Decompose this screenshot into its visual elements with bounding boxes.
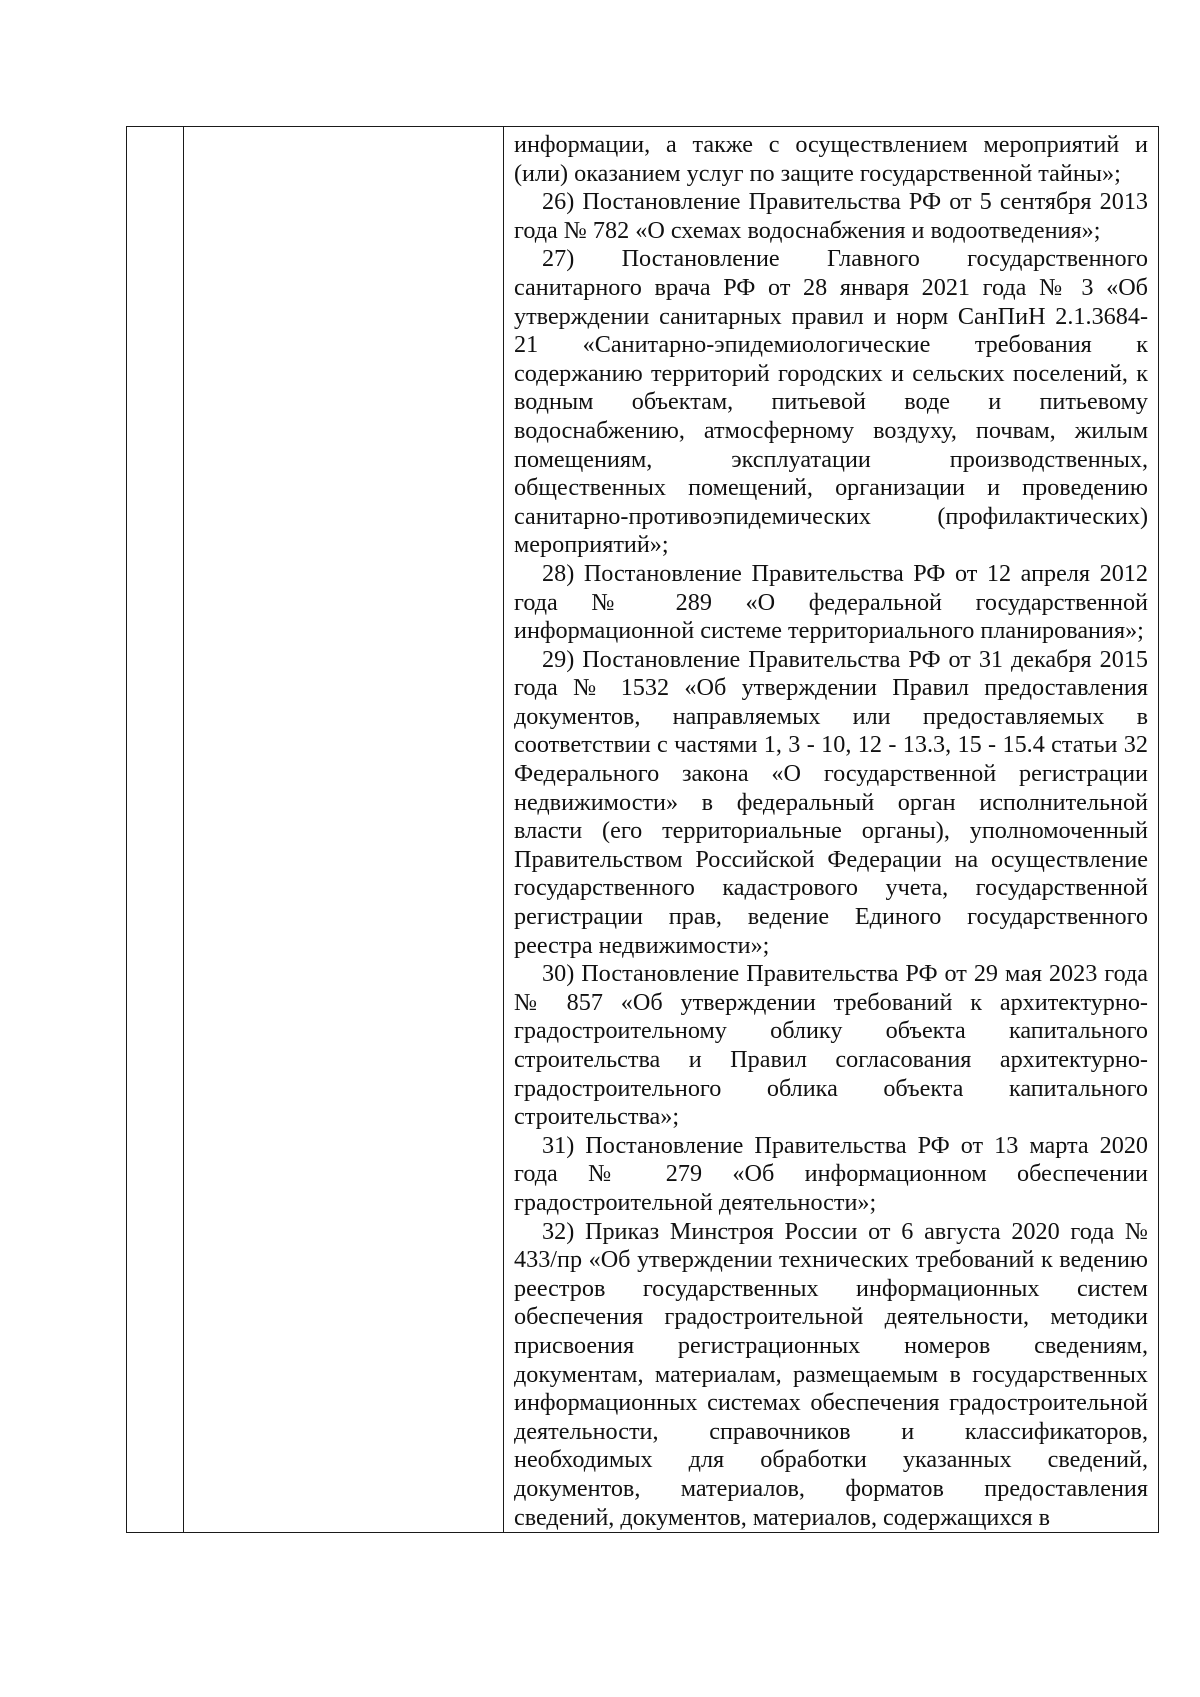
- item-text: Постановление Правительства РФ от 31 декабря 2015 года № 1532 «Об утверждении Правил предоставления документов, направляемых или предоставляемых в соответствии с частями 1, 3 - 10, 12 - 13.3, 15 - 15.4 статьи 32 Федерального закона «О государственной регистрации недвижимости» в федеральный орган исполнительной власти (его территориальные органы), уполномоченный Правительством Российской Федерации на осуществление государственного кадастрового учета, государственной регистрации прав, ведение Единого государственного реестра недвижимости»;: [514, 645, 1149, 959]
- item-number: 32): [542, 1217, 575, 1245]
- item-number: 28): [542, 559, 575, 587]
- list-item: [514, 646, 1148, 961]
- list-item: [514, 960, 1148, 1132]
- item-number: 31): [542, 1131, 575, 1159]
- item-text: Постановление Главного государственного санитарного врача РФ от 28 января 2021 года № 3 «Об утверждении санитарных правил и норм СанПиН 2.1.3684-21 «Санитарно-эпидемиологические требования к содержанию территорий городских и сельских поселений, к водным объектам, питьевой воде и питьевому водоснабжению, атмосферному воздуху, почвам, жилым помещениям, эксплуатации производственных, общественных помещений, организации и проведению санитарно-противоэпидемических (профилактических) мероприятий»;: [514, 245, 1148, 559]
- list-item: [514, 1218, 1148, 1533]
- list-item: [514, 1132, 1148, 1218]
- list-item: [514, 560, 1148, 646]
- item-text: Постановление Правительства РФ от 5 сентября 2013 года № 782 «О схемах водоснабжения и водоотведения»;: [514, 188, 1149, 244]
- list-item: [514, 188, 1148, 245]
- item-text: Постановление Правительства РФ от 29 мая 2023 года № 857 «Об утверждении требований к архитектурно-градостроительному облику объекта капитального строительства и Правил согласования архитектурно-градостроительного облика объекта капитального строительства»;: [514, 960, 1149, 1131]
- table-row: [127, 127, 1159, 1533]
- list-item: [514, 245, 1148, 560]
- name-column-cell: [184, 127, 504, 1533]
- item-number: 29): [542, 645, 575, 673]
- regulations-list: [504, 127, 1158, 1532]
- item-text: Постановление Правительства РФ от 13 марта 2020 года № 279 «Об информационном обеспечении градостроительной деятельности»;: [514, 1131, 1149, 1216]
- number-column-cell: [127, 127, 184, 1533]
- item-text: Приказ Минстроя России от 6 августа 2020 года № 433/пр «Об утверждении технических требований к ведению реестров государственных информационных систем обеспечения градостроительной деятельности, методики присвоения регистрационных номеров сведениям, документам, материалам, размещаемым в государственных информационных системах обеспечения градостроительной деятельности, справочников и классификаторов, необходимых для обработки указанных сведений, документов, материалов, форматов предоставления сведений, документов, материалов, содержащихся в: [514, 1217, 1149, 1531]
- item-number: 26): [542, 188, 575, 216]
- item-number: 30): [542, 960, 575, 988]
- regulations-table: [126, 126, 1159, 1533]
- item-text: Постановление Правительства РФ от 12 апреля 2012 года № 289 «О федеральной государственной информационной системе территориального планирования»;: [514, 559, 1148, 645]
- content-column-cell: [504, 127, 1159, 1533]
- item-number: 27): [542, 245, 575, 273]
- continuation-paragraph: информации, а также с осуществлением мероприятий и (или) оказанием услуг по защите государственной тайны»;: [514, 131, 1148, 187]
